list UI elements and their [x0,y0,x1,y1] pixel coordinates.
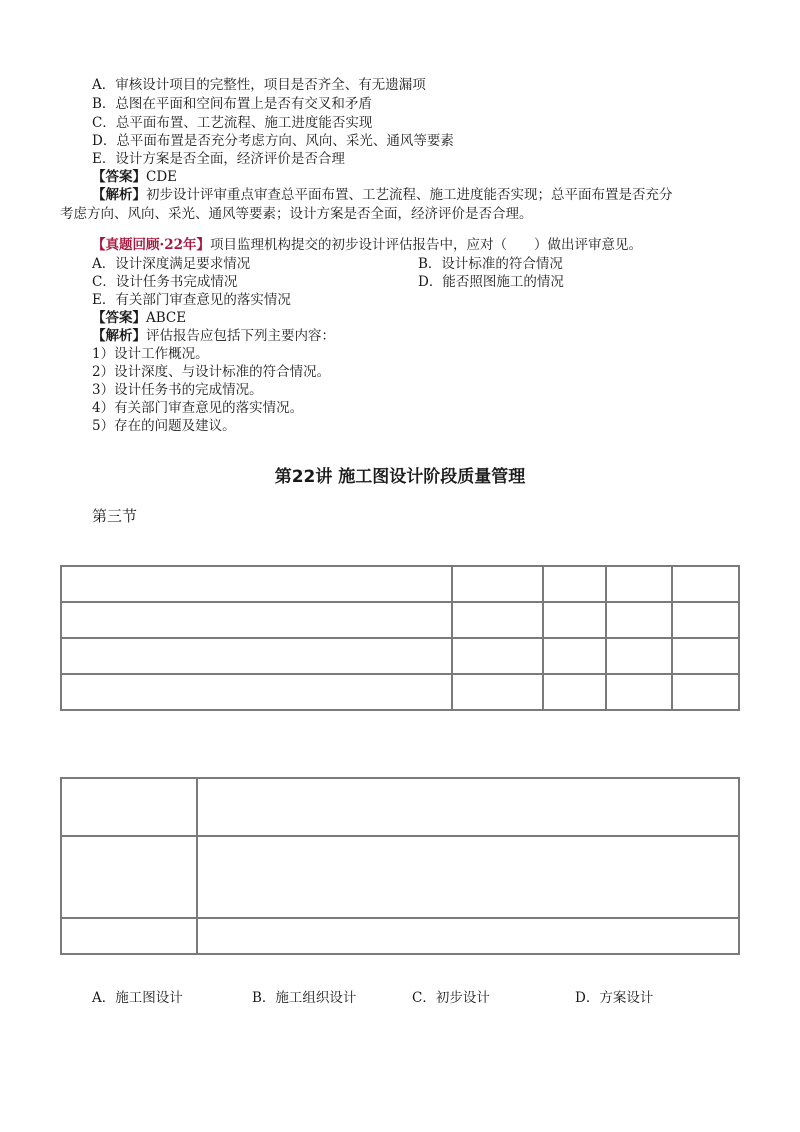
table-cell [543,674,607,710]
table-cell [197,778,739,836]
table-cell [543,638,607,674]
table-cell [61,602,452,638]
q2-stem [92,236,642,254]
table-cell [61,638,452,674]
table-cell [606,674,672,710]
table-cell [452,674,543,710]
q2-answer [92,309,186,327]
q2-analysis [92,327,335,345]
table-cell [543,566,607,602]
table-cell [61,836,197,918]
q2-point-4: 4）有关部门审查意见的落实情况。 [92,400,304,416]
table-cell [197,918,739,954]
q1-option-a: A．审核设计项目的完整性，项目是否齐全、有无遗漏项 [92,77,426,93]
q2-answer-label: 【答案】 [92,310,146,326]
empty-table-1 [60,565,740,711]
q3-option-a: A．施工图设计 [92,990,183,1006]
table-row [61,918,739,954]
q2-point-1: 1）设计工作概况。 [92,346,209,362]
q2-option-b: B．设计标准的符合情况 [418,256,563,272]
q3-option-b: B．施工组织设计 [252,990,357,1006]
table-cell [197,836,739,918]
q2-option-e: E．有关部门审查意见的落实情况 [92,292,291,308]
q1-answer [92,168,177,186]
empty-table-2 [60,777,740,955]
q1-option-d: D．总平面布置是否充分考虑方向、风向、采光、通风等要素 [92,133,454,149]
q2-point-5: 5）存在的问题及建议。 [92,418,236,434]
section-label: 第三节 [92,507,138,525]
table-row [61,566,739,602]
q2-analysis-intro: 评估报告应包括下列主要内容： [146,328,335,344]
q2-option-c: C．设计任务书完成情况 [92,274,238,290]
table-cell [606,602,672,638]
q1-analysis [92,186,673,204]
table-row [61,674,739,710]
q2-analysis-label: 【解析】 [92,328,146,344]
q2-answer-value: ABCE [146,310,187,326]
table-cell [61,566,452,602]
q2-option-d: D．能否照图施工的情况 [418,274,564,290]
q1-analysis-continued: 考虑方向、风向、采光、通风等要素；设计方案是否全面，经济评价是否合理。 [60,206,533,222]
q1-option-e: E．设计方案是否全面，经济评价是否合理 [92,151,345,167]
table-cell [672,638,739,674]
table-cell [543,602,607,638]
table-cell [452,638,543,674]
q2-point-3: 3）设计任务书的完成情况。 [92,382,263,398]
q1-answer-label: 【答案】 [92,169,146,185]
table-row [61,638,739,674]
table-cell [672,566,739,602]
table-row [61,778,739,836]
q3-option-d: D．方案设计 [575,990,654,1006]
table-cell [452,602,543,638]
q2-stem-text: 项目监理机构提交的初步设计评估报告中，应对（ ）做出评审意见。 [210,237,642,253]
q3-option-c: C．初步设计 [412,990,490,1006]
table-cell [672,602,739,638]
table-cell [452,566,543,602]
lecture-title: 第22讲 施工图设计阶段质量管理 [274,467,526,487]
table-row [61,602,739,638]
table-cell [606,638,672,674]
table-cell [61,674,452,710]
table-cell [61,778,197,836]
q1-option-c: C．总平面布置、工艺流程、施工进度能否实现 [92,115,373,131]
q2-exam-tag: 【真题回顾·22年】 [92,237,210,253]
table-cell [606,566,672,602]
table-cell [672,674,739,710]
q1-answer-value: CDE [146,169,178,185]
table-cell [61,918,197,954]
q2-point-2: 2）设计深度、与设计标准的符合情况。 [92,364,331,380]
q1-option-b: B．总图在平面和空间布置上是否有交叉和矛盾 [92,96,372,112]
table-row [61,836,739,918]
q1-analysis-text: 初步设计评审重点审查总平面布置、工艺流程、施工进度能否实现；总平面布置是否充分 [146,187,673,203]
q2-option-a: A．设计深度满足要求情况 [92,256,251,272]
q1-analysis-label: 【解析】 [92,187,146,203]
